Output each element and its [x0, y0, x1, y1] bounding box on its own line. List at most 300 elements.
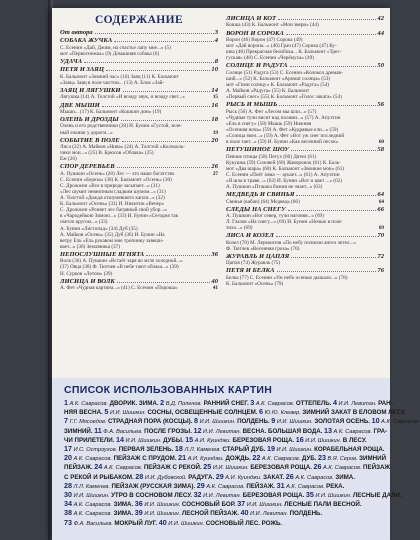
toc-title: СОДЕРЖАНИЕ	[94, 14, 184, 26]
toc-section-name: СОБАКА ЖУЧКА	[60, 37, 113, 45]
toc-leader-dots	[286, 34, 377, 35]
toc-entry-text: Певчие птицы (58) Петух (60) Дятел (61)	[226, 153, 317, 160]
toc-page-number: 42	[377, 15, 384, 22]
painting-artist: А.К. Саврасов.	[255, 401, 295, 407]
toc-entry-text: светло кругом...» (33)	[60, 219, 108, 226]
toc-entry-text: А. Майков «Осень» (35) Дуб (36) И. Бунин «На	[60, 231, 165, 238]
painting-number: 21	[178, 453, 187, 463]
painting-title: БЕРЕЗОВАЯ РОЩА.	[250, 464, 312, 472]
painting-line	[64, 407, 406, 417]
toc-entry-text: Рысь (56) А. Фет «Лесом мы шли...» (57)	[226, 108, 317, 115]
toc-entry	[226, 199, 384, 205]
toc-section-name: СЛЕДЫ НА СНЕГУ	[226, 205, 286, 213]
toc-page-number: 40	[211, 277, 218, 285]
painting-title: МОКРЫЙ ЛУГ.	[114, 519, 158, 527]
painting-line	[64, 425, 388, 436]
toc-section-name: ВОРОН И СОРОКА	[226, 29, 284, 37]
painting-artist: И.И. Левитан.	[203, 428, 242, 435]
book-page	[52, 8, 420, 540]
paintings-list	[64, 398, 420, 528]
painting-number: 1	[64, 398, 68, 407]
painting-number: 2	[160, 398, 165, 407]
painting-artist: А.К. Саврасов.	[286, 483, 325, 490]
painting-number: 28	[64, 480, 72, 490]
painting-artist: В.Д. Поленов.	[165, 401, 202, 407]
painting-title: ДУБЫ.	[163, 436, 184, 444]
toc-entry	[226, 184, 384, 190]
painting-title: ЗАКАТ.	[263, 473, 285, 481]
painting-line	[64, 416, 420, 426]
painting-artist: А.К. Саврасов.	[69, 401, 108, 407]
painting-title: ПОСЛЕ ГРОЗЫ.	[144, 427, 192, 435]
painting-number: 29	[215, 471, 224, 481]
toc-entry-text: Кукушка (59) Соловей (60) Жаворонок (61) К. Баль-	[226, 159, 341, 166]
toc-section	[226, 101, 384, 108]
painting-title: ПЕЙЗАЖ	[363, 464, 391, 472]
toc-entry	[60, 271, 218, 277]
toc-section	[60, 66, 218, 73]
toc-section	[60, 29, 218, 36]
painting-title: ЛЕСНЫЕ ДАЛИ.	[352, 492, 402, 500]
toc-page-number: 72	[377, 252, 384, 260]
painting-artist: Л.Л. Каменев.	[73, 483, 110, 490]
painting-title: ГРА-	[373, 427, 388, 435]
toc-page-number: 56	[377, 101, 384, 109]
toc-entry-text: А. Пушкин «Пташка божия не знает...» (63)	[226, 184, 323, 190]
toc-page-number: 19	[212, 129, 218, 136]
toc-entry-text: шка (48) Прекрасная белобока... К. Бальмонт «Трес-	[226, 49, 342, 56]
toc-entry-text: Лягушка (14) А. Толстой «И всюду звук, и всюду свет...»	[60, 94, 185, 101]
painting-number: 16	[295, 434, 304, 444]
toc-section	[226, 62, 384, 69]
painting-title: С РЕКОЙ И РЫБАКОМ.	[64, 473, 134, 481]
painting-artist: И.И. Левитан.	[338, 401, 377, 407]
painting-number: 29	[196, 480, 205, 490]
toc-page-number: 8	[214, 58, 218, 65]
toc-page-number: 50	[377, 62, 384, 70]
toc-entry	[226, 225, 384, 231]
painting-title: ДВОРИК. ЗИМА.	[109, 400, 159, 407]
toc-entry-text: А. Бунин «Листопад» (34) Дуб (35)	[60, 225, 138, 232]
painting-number: 31	[276, 480, 285, 490]
painting-artist: А.К. Саврасов.	[73, 511, 112, 518]
painting-number: 7	[64, 416, 68, 426]
painting-number: 40	[158, 517, 167, 527]
toc-entry-text: Кошка (43) К. Бальмонт «Мои звери» (44)	[226, 22, 319, 29]
toc-entry-text: Олень и его родственники (20) И. Бунин «Густой, зеле-	[60, 123, 183, 130]
painting-title: ПЕЙЗАЖ (РУССКАЯ ЗИМА).	[111, 482, 196, 490]
toc-leader-dots	[279, 105, 376, 106]
toc-entry-text: «Ель в снегу» (58) Мышь (59) Нижняя	[226, 120, 312, 127]
painting-number: 24	[94, 462, 103, 472]
toc-entry-text: в поле тает...» (59) И. Бунин «Как весенний песок»	[226, 139, 339, 146]
toc-section-name: ОЛЕНЬ И ДРОЗДЫ	[60, 116, 119, 123]
painting-number: 15	[185, 434, 194, 444]
toc-page-number: 18	[211, 116, 218, 123]
toc-section-name: ЖУРАВЛЬ И ЦАПЛЯ	[226, 252, 290, 260]
toc-section	[226, 232, 384, 239]
painting-title: ЧИ ПРИЛЕТЕЛИ.	[64, 436, 115, 444]
painting-title: ОТТЕПЕЛЬ.	[295, 400, 332, 407]
toc-entry-text: Еж (26)	[60, 156, 77, 163]
painting-artist: А.И. Куинджи.	[194, 437, 231, 444]
toc-entry-text: чики мои...» (25) В. Брюсов «Облака» (25)	[60, 150, 154, 157]
toc-leader-dots	[123, 91, 211, 92]
toc-left-column	[60, 14, 218, 291]
painting-artist: А.И. Куинджи.	[187, 456, 224, 463]
toc-entry-text: «Я шла в траве...» (62) И. Бунин «Вот и цвет ...» (62)	[226, 177, 343, 184]
painting-line	[64, 453, 387, 463]
toc-entry-text: «Первый снег» (55) К. Бальмонт «Голос заката» (54)	[226, 94, 342, 101]
toc-leader-dots	[277, 271, 377, 272]
toc-leader-dots	[84, 62, 214, 63]
toc-page-number: 15	[212, 94, 218, 101]
toc-entry-text: А. Фет «Чудная картина...» (41) С. Есенин «Пороша»	[60, 285, 178, 291]
table-of-contents	[60, 14, 384, 374]
painting-title: РЕКА.	[326, 482, 345, 490]
toc-leader-dots	[296, 195, 376, 196]
painting-artist: И.И. Дубовской.	[144, 474, 187, 481]
toc-section-name: ПЕТУШИНОЕ ШОУ	[226, 146, 290, 154]
painting-number: 37	[237, 499, 246, 509]
toc-entry-text: ший...» (52) К. Бальмонт «Аромат солнца» (53)	[226, 75, 331, 82]
toc-entry	[60, 285, 218, 291]
painting-artist: И.И. Шишкин.	[144, 511, 181, 518]
toc-entry	[226, 139, 384, 145]
toc-entry	[226, 260, 384, 266]
painting-artist: Ю.Ю. Клевер.	[264, 410, 301, 417]
painting-title: ЗИМНИЙ.	[64, 427, 93, 435]
painting-number: 22	[252, 453, 261, 463]
painting-artist: И.И. Шишкин.	[125, 437, 162, 444]
painting-line	[64, 436, 382, 445]
toc-section	[60, 163, 218, 170]
painting-number: 4	[332, 398, 337, 407]
toc-entry-text: С. Есенин «Дай, Джим, на счастье лапу мне...» (5)	[60, 44, 171, 51]
toc-entry-text: Мыши... (17) К. Бальмонт «Кошкин дом» (19)	[60, 108, 162, 115]
painting-title: БЕРЕЗОВАЯ РОЩА.	[232, 436, 295, 444]
painting-title: ЗИМА.	[113, 501, 134, 509]
painting-artist: А.К. Саврасов.	[103, 465, 143, 472]
painting-title: ЛЕСНОЙ ПЕЙЗАЖ.	[181, 510, 239, 518]
toc-section-name: ЛИСИЦА И ВОЛК	[60, 277, 115, 285]
toc-page-number: 41	[212, 285, 218, 291]
toc-entry	[60, 109, 218, 115]
painting-title: РАННИЙ СНЕГ.	[203, 400, 249, 407]
painting-title: В ЛЕСУ.	[342, 436, 367, 444]
painting-artist: Л.Л. Каменев.	[184, 447, 221, 454]
painting-number: 35	[305, 490, 314, 500]
toc-entry-text: в «Чародейкою Зимою...» (33) И. Бунин «Сегодня так	[60, 213, 179, 220]
toc-leader-dots	[95, 33, 214, 34]
toc-leader-dots	[290, 66, 377, 67]
painting-line	[64, 444, 385, 454]
painting-number: 18	[174, 444, 183, 454]
painting-number: 19	[266, 444, 275, 454]
painting-title: ЗИМА.	[113, 510, 134, 518]
painting-number: 5	[104, 407, 109, 417]
toc-section-name: НЕПОСЛУШНЫЕ ЯГНЯТА	[60, 250, 145, 258]
painting-title: СТРАДНАЯ ПОРА (КОСЦЫ).	[108, 418, 193, 426]
painting-artist: Ф.А. Васильев.	[103, 428, 143, 435]
toc-page-number: 20	[211, 136, 218, 144]
toc-page-number: 58	[377, 146, 384, 154]
toc-entry-text: С. Есенин «Поёт зима — аукает...» (61) А. Апухтин	[226, 171, 340, 178]
painting-artist: И.И. Левитан.	[203, 493, 242, 500]
painting-number: 36	[134, 499, 143, 509]
painting-artist: А.К. Саврасов.	[333, 428, 372, 435]
toc-entry	[226, 246, 384, 252]
toc-entry-text: вает...» (36) Земляника (37)	[60, 243, 120, 250]
painting-title: УТРО В СОСНОВОМ ЛЕСУ.	[111, 492, 192, 500]
painting-number: 26	[313, 462, 322, 472]
toc-entry-text: Козел (70) М. Лермонтов «По небу полночи ангел летел...»	[226, 239, 356, 246]
toc-section	[60, 137, 218, 144]
toc-entry-text: С. Есенин «Береза» (30) К. Бальмонт «Осень» (30)	[60, 176, 172, 183]
toc-entry-text: А. Пушкин «Вот север, тучи нагоняя...» (69)	[226, 213, 324, 219]
painting-artist: И.И. Шишкин.	[276, 447, 313, 454]
painting-title: ПЕЙЗАЖ С ПРУДОМ.	[113, 455, 177, 463]
painting-artist: И.И. Шишкин.	[212, 465, 249, 472]
toc-page-number: 76	[377, 267, 384, 275]
painting-number: 38	[64, 508, 72, 518]
painting-number: 14	[115, 434, 124, 444]
painting-number: 30	[64, 490, 72, 500]
painting-artist: И.И. Левитан.	[250, 511, 289, 518]
toc-leader-dots	[291, 150, 376, 151]
toc-entry-text: «Лес шумит невнятным сладким шумом...» (31)	[60, 188, 166, 195]
toc-entry	[226, 281, 384, 287]
toc-leader-dots	[117, 167, 211, 168]
toc-leader-dots	[102, 106, 211, 107]
painting-title: РАДУГА.	[188, 473, 215, 481]
toc-entry-text: ный ельник у дороги...»	[60, 129, 113, 136]
painting-number: 73	[64, 517, 72, 527]
toc-entry-text: К. Бальмонт «Осень» (33) И. Никитин «Вечер»	[60, 201, 165, 208]
toc-left-list	[60, 29, 218, 291]
painting-number: 40	[240, 508, 249, 518]
painting-artist: А.К. Саврасов.	[73, 502, 112, 509]
toc-page-number: 14	[211, 87, 218, 94]
toc-leader-dots	[276, 236, 377, 237]
toc-section-name: СОБЫТИЕ В ПОЛЕ	[60, 136, 120, 144]
toc-entry	[60, 51, 218, 57]
toc-entry	[226, 94, 384, 100]
toc-section-name: ЛИСА И КОЗЕЛ	[226, 232, 274, 240]
toc-page-number: 36	[211, 250, 218, 258]
toc-section-name: ПЕТЯ И БЕЛКА	[226, 267, 275, 275]
toc-page-number: 27	[212, 170, 218, 177]
painting-title: ДУБ.	[301, 455, 317, 463]
toc-section-name: УДАЧА	[60, 58, 83, 65]
toc-leader-dots	[117, 282, 211, 283]
toc-section	[60, 278, 218, 285]
painting-title: НЯЯ ВЕСНА.	[64, 409, 103, 417]
painting-artist: А.К. Саврасов.	[73, 456, 112, 463]
toc-section	[60, 37, 218, 44]
painting-artist: И.И. Шишкин.	[109, 410, 146, 417]
toc-entry-text: С. Дрожжин «Роняет лес багряный свой убор...»	[60, 207, 167, 214]
toc-page-number: 60	[378, 139, 384, 146]
painting-artist: И.И. Шишкин.	[315, 493, 352, 500]
toc-section-name: ЗАЯЦ И ЛЯГУШКИ	[60, 87, 121, 94]
toc-entry-text: К. Бальмонт «Зимний час» (10) Заяц (11) К. Бальмонт	[60, 73, 179, 80]
toc-entry	[60, 80, 218, 86]
toc-leader-dots	[122, 141, 211, 142]
painting-number: 34	[64, 499, 72, 509]
toc-entry-text: «Заяц» Заяц в поле чистом... (13) А. Блок «Зай-	[60, 79, 165, 86]
toc-entry-text: Свинья (кабан) (64) Медведь (66)	[226, 198, 300, 205]
painting-artist: А.И. Куинджи.	[225, 474, 262, 481]
toc-leader-dots	[114, 41, 213, 42]
toc-section-name: От автора	[60, 29, 93, 36]
painting-number: 17	[64, 444, 72, 454]
toc-entry-text: А. Пушкин «Осень» (28) Лес — это наше богатство	[60, 170, 175, 177]
painting-number: 11	[94, 425, 102, 435]
painting-artist: А.К. Саврасов.	[323, 465, 362, 472]
painting-number: 28	[135, 471, 144, 481]
painting-title: ЗИМНИЙ	[359, 455, 387, 463]
toc-entry-text: К. Бальмонт «Осень» (79)	[226, 280, 284, 287]
toc-page-number: 69	[378, 225, 384, 232]
painting-number: 32	[193, 490, 202, 500]
toc-page-number: 64	[378, 198, 384, 205]
toc-leader-dots	[288, 210, 377, 211]
painting-artist: И.И. Шишкин.	[144, 502, 181, 509]
toc-entry	[60, 94, 218, 100]
toc-entry-text: Л. Глазов «На снегу...» (69) И. Бунин «Ночью в поле	[226, 219, 342, 226]
painting-line	[64, 473, 382, 482]
painting-artist: И.И. Шишкин.	[276, 419, 313, 426]
painting-number: 26	[285, 471, 294, 481]
toc-entry-text: мот «Дай ворона...» (46) Грач (47) Сорока (47) Ку-	[226, 43, 337, 49]
painting-artist: А.К. Саврасов.	[206, 483, 245, 490]
toc-section	[60, 58, 218, 65]
toc-entry-text: Волк (36) А. Пушкин «Встаёт заря во мгле холодной...»	[60, 258, 183, 265]
painting-title: КОРАБЕЛЬНАЯ РОЩА.	[314, 446, 385, 454]
painting-number: 8	[194, 416, 198, 426]
paintings-title: СПИСОК ИСПОЛЬЗОВАННЫХ КАРТИН	[64, 384, 273, 396]
painting-number: 6	[259, 407, 264, 417]
painting-title: ЗОЛОТАЯ ОСЕНЬ.	[314, 418, 371, 426]
painting-title: БЕРЕЗОВАЯ РОЩА.	[242, 492, 305, 500]
toc-entry-text: Цапля (74) Журавль (75)	[226, 260, 281, 267]
toc-page-number: 4	[214, 37, 218, 45]
painting-number: 20	[64, 453, 72, 463]
painting-line	[64, 509, 382, 518]
painting-artist: И.И. Шишкин.	[73, 493, 110, 500]
painting-artist: В.Я. Серов.	[327, 456, 358, 463]
toc-leader-dots	[121, 120, 211, 121]
toc-page-number: 64	[377, 191, 384, 199]
painting-title: РОЖЬ.	[261, 519, 283, 527]
toc-section-name: ДВЕ МЫШИ	[60, 101, 100, 109]
toc-entry	[60, 130, 218, 136]
painting-artist: И.И. Шишкин.	[246, 502, 283, 509]
toc-entry-text: Ворон (46) Ворон (47) Сорока (49)	[226, 36, 303, 43]
toc-entry-text: А. Майков «Радуга» (55) К. Бальмонт	[226, 87, 310, 94]
painting-artist: И.С. Остроухов.	[73, 447, 118, 454]
painting-title: ЗИМА.	[335, 473, 355, 481]
painting-title: СОСНЫ, ОСВЕЩЕННЫЕ СОЛНЦЕМ.	[147, 409, 258, 417]
toc-right-column	[226, 14, 384, 287]
painting-artist: Ф.А. Васильев.	[73, 520, 113, 527]
toc-entry-text: Белка (77) С. Есенин «Уж небо осенью дышало...» (78)	[226, 274, 348, 281]
toc-entry-text: мот «Два шара» (60) К. Бальмонт «Звонкие мои» (61)	[226, 165, 345, 172]
toc-leader-dots	[146, 255, 210, 256]
paintings-panel	[52, 378, 420, 540]
painting-title: ПОЛДЕНЬ.	[237, 418, 270, 426]
painting-artist: И.И. Шишкин.	[199, 419, 236, 426]
painting-title: ЗИМНИЙ ЗАКАТ В ЕЛОВОМ ЛЕСУ.	[302, 409, 406, 417]
toc-right-list	[226, 15, 384, 287]
toc-section	[226, 30, 384, 37]
toc-entry-text: С. Дрожжин «Все в природе засыпает...» (31)	[60, 182, 160, 189]
painting-number: 23	[317, 453, 326, 463]
painting-artist: А.К. Саврасов.	[295, 474, 334, 481]
painting-number: 10	[371, 416, 380, 426]
painting-number: 3	[250, 398, 255, 407]
painting-line	[64, 519, 382, 528]
painting-title: ПЕЙЗАЖ.	[64, 464, 93, 472]
painting-title: РАН-	[378, 400, 393, 407]
toc-entry-text: «Осенняя ночь» (59) А. Фет «Кудрявые ели...» (59)	[226, 126, 339, 133]
toc-leader-dots	[106, 70, 210, 71]
toc-entry	[60, 244, 218, 250]
painting-title: ВЕСНА. БОЛЬШАЯ ВОДА.	[242, 427, 323, 435]
painting-title: ПЕЙЗАЖ С РЕКОЙ.	[143, 464, 202, 472]
toc-section	[226, 267, 384, 274]
painting-line	[64, 500, 382, 509]
toc-entry-text: Лиса (22) А. Майков «Нива» (24) А. Толстой «Колоколь-	[60, 144, 185, 150]
toc-entry-text: мот «Первоснежка» (9) Домашняя собака (6)	[60, 50, 160, 57]
toc-entry-text: гуская» (48) С. Есенин «Черёмуха» (49)	[226, 55, 314, 62]
painting-line	[64, 398, 393, 408]
painting-artist: И.И. Шишкин.	[305, 437, 342, 444]
toc-entry-text: (37) Овца (38) Ф. Тютчев «В небе тают облака...» (39)	[60, 264, 179, 271]
toc-section	[226, 191, 384, 198]
toc-section-name: МЕДВЕДЬ И СВИНЬЯ	[226, 191, 295, 199]
painting-artist: Г.Г. Мясоедов.	[69, 419, 107, 426]
toc-entry-text: А. Толстой «Дождя отшумевшего капли...» (32)	[60, 195, 165, 202]
painting-title: СТАРЫЙ ДУБ.	[222, 446, 266, 454]
toc-page-number: 3	[214, 29, 218, 36]
painting-number: 9	[271, 416, 276, 426]
toc-entry-text: ветру Ель «Ель рукавом мне тропинку завеши-	[60, 237, 164, 244]
toc-section-name: СПОР ДЕРЕВЬЕВ	[60, 163, 115, 171]
toc-entry-text: тихо...» (69)	[226, 225, 253, 232]
toc-page-number: 10	[211, 66, 218, 74]
painting-title: ЛЕСНЫЕ ПАЛИ ВЕСНОЙ.	[284, 501, 362, 509]
toc-section-name: СОЛНЦЕ И РАДУГА	[226, 62, 288, 70]
toc-section-name: ЛИСИЦА И КОТ	[226, 15, 277, 22]
toc-entry-text: «Чудные тучи висят над полями...» (57) А. Апухтин	[226, 114, 341, 121]
toc-entry	[226, 22, 384, 28]
toc-entry-text: Солнце (51) Радуга (53) С. Есенин «Колокол дремав-	[226, 69, 343, 76]
toc-page-number: 16	[211, 101, 218, 109]
toc-entry-text: мот «Гимн солнцу» К. Бальмонт «Радуга» (54)	[226, 81, 330, 88]
painting-title: ПОЛДЕНЬ.	[289, 510, 323, 518]
painting-artist: А.К. Саврасов.	[381, 419, 420, 426]
toc-section	[226, 146, 384, 153]
toc-leader-dots	[278, 19, 376, 20]
painting-title: ПЕРВАЯ ЗЕЛЕНЬ.	[118, 446, 174, 454]
painting-number: 39	[134, 508, 143, 518]
toc-entry	[226, 55, 384, 61]
toc-section-name: ПЕТЯ И ЗАЯЦ	[60, 66, 104, 74]
toc-entry-text: «Солнца звон...» (59) А. Фет «Вот уж снег последний	[226, 132, 345, 139]
painting-number: 13	[323, 425, 332, 435]
